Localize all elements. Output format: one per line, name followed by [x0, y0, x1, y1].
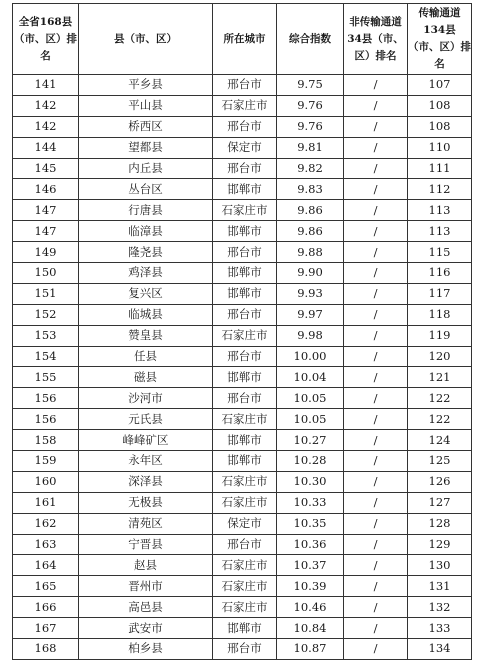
- cell-rank-transport: 131: [408, 576, 472, 597]
- cell-rank-transport: 120: [408, 346, 472, 367]
- cell-rank-168: 161: [13, 492, 79, 513]
- cell-rank-non-transport: /: [344, 597, 408, 618]
- cell-composite-index: 10.28: [277, 451, 344, 472]
- table-row: [13, 200, 472, 221]
- cell-county: 临城县: [79, 304, 213, 325]
- cell-county: 高邑县: [79, 597, 213, 618]
- cell-rank-168: 162: [13, 513, 79, 534]
- cell-composite-index: 10.84: [277, 618, 344, 639]
- table-row: [13, 179, 472, 200]
- cell-composite-index: 10.33: [277, 492, 344, 513]
- cell-rank-non-transport: /: [344, 492, 408, 513]
- header-city: 所在城市: [213, 4, 277, 75]
- table-row: [13, 534, 472, 555]
- cell-rank-168: 166: [13, 597, 79, 618]
- cell-county: 赵县: [79, 555, 213, 576]
- cell-rank-transport: 108: [408, 116, 472, 137]
- cell-rank-transport: 112: [408, 179, 472, 200]
- cell-rank-non-transport: /: [344, 200, 408, 221]
- cell-rank-non-transport: /: [344, 75, 408, 96]
- cell-city: 邯郸市: [213, 263, 277, 284]
- cell-rank-168: 155: [13, 367, 79, 388]
- cell-rank-transport: 121: [408, 367, 472, 388]
- cell-county: 复兴区: [79, 283, 213, 304]
- cell-composite-index: 9.88: [277, 242, 344, 263]
- cell-city: 石家庄市: [213, 200, 277, 221]
- cell-rank-transport: 111: [408, 158, 472, 179]
- cell-rank-168: 142: [13, 95, 79, 116]
- cell-composite-index: 9.83: [277, 179, 344, 200]
- cell-rank-transport: 127: [408, 492, 472, 513]
- cell-rank-transport: 113: [408, 200, 472, 221]
- cell-rank-non-transport: /: [344, 513, 408, 534]
- cell-county: 隆尧县: [79, 242, 213, 263]
- cell-city: 石家庄市: [213, 555, 277, 576]
- cell-city: 邯郸市: [213, 451, 277, 472]
- cell-composite-index: 9.98: [277, 325, 344, 346]
- table-row: [13, 221, 472, 242]
- header-rank-transport: 传输通道134县（市、区）排名: [408, 4, 472, 75]
- cell-composite-index: 10.05: [277, 409, 344, 430]
- cell-county: 鸡泽县: [79, 263, 213, 284]
- cell-rank-non-transport: /: [344, 555, 408, 576]
- table-row: [13, 263, 472, 284]
- cell-city: 邢台市: [213, 158, 277, 179]
- cell-rank-non-transport: /: [344, 283, 408, 304]
- cell-city: 保定市: [213, 137, 277, 158]
- cell-rank-168: 150: [13, 263, 79, 284]
- cell-rank-non-transport: /: [344, 409, 408, 430]
- table-row: [13, 576, 472, 597]
- cell-composite-index: 10.46: [277, 597, 344, 618]
- cell-rank-transport: 128: [408, 513, 472, 534]
- cell-rank-transport: 133: [408, 618, 472, 639]
- cell-rank-non-transport: /: [344, 388, 408, 409]
- table-row: [13, 597, 472, 618]
- cell-rank-168: 147: [13, 221, 79, 242]
- cell-rank-168: 156: [13, 409, 79, 430]
- cell-composite-index: 9.97: [277, 304, 344, 325]
- cell-city: 邢台市: [213, 388, 277, 409]
- cell-composite-index: 10.04: [277, 367, 344, 388]
- cell-city: 邢台市: [213, 116, 277, 137]
- cell-rank-168: 146: [13, 179, 79, 200]
- cell-rank-transport: 134: [408, 639, 472, 660]
- cell-county: 柏乡县: [79, 639, 213, 660]
- table-row: [13, 95, 472, 116]
- table-row: [13, 242, 472, 263]
- cell-city: 邯郸市: [213, 221, 277, 242]
- cell-rank-non-transport: /: [344, 471, 408, 492]
- cell-rank-non-transport: /: [344, 179, 408, 200]
- cell-county: 桥西区: [79, 116, 213, 137]
- cell-rank-transport: 130: [408, 555, 472, 576]
- table-row: [13, 555, 472, 576]
- cell-city: 邢台市: [213, 75, 277, 96]
- table-row: [13, 137, 472, 158]
- header-row: [13, 4, 472, 75]
- cell-rank-transport: 119: [408, 325, 472, 346]
- header-composite-index: 综合指数: [277, 4, 344, 75]
- cell-county: 丛台区: [79, 179, 213, 200]
- cell-composite-index: 9.76: [277, 95, 344, 116]
- cell-city: 石家庄市: [213, 597, 277, 618]
- table-row: [13, 388, 472, 409]
- cell-rank-168: 141: [13, 75, 79, 96]
- cell-rank-non-transport: /: [344, 325, 408, 346]
- cell-rank-transport: 122: [408, 409, 472, 430]
- cell-composite-index: 9.86: [277, 221, 344, 242]
- cell-city: 邯郸市: [213, 618, 277, 639]
- table-row: [13, 116, 472, 137]
- cell-city: 邯郸市: [213, 283, 277, 304]
- cell-rank-168: 153: [13, 325, 79, 346]
- cell-composite-index: 10.35: [277, 513, 344, 534]
- cell-city: 保定市: [213, 513, 277, 534]
- cell-rank-transport: 116: [408, 263, 472, 284]
- cell-city: 邢台市: [213, 346, 277, 367]
- table-row: [13, 451, 472, 472]
- table-row: [13, 471, 472, 492]
- cell-rank-168: 160: [13, 471, 79, 492]
- cell-city: 石家庄市: [213, 409, 277, 430]
- cell-composite-index: 10.05: [277, 388, 344, 409]
- cell-rank-168: 163: [13, 534, 79, 555]
- cell-rank-168: 159: [13, 451, 79, 472]
- cell-rank-non-transport: /: [344, 137, 408, 158]
- cell-rank-non-transport: /: [344, 95, 408, 116]
- cell-county: 平山县: [79, 95, 213, 116]
- cell-rank-168: 142: [13, 116, 79, 137]
- cell-rank-168: 165: [13, 576, 79, 597]
- cell-city: 石家庄市: [213, 576, 277, 597]
- cell-city: 石家庄市: [213, 471, 277, 492]
- cell-city: 石家庄市: [213, 95, 277, 116]
- table-row: [13, 283, 472, 304]
- cell-composite-index: 10.30: [277, 471, 344, 492]
- cell-rank-non-transport: /: [344, 367, 408, 388]
- cell-county: 赞皇县: [79, 325, 213, 346]
- cell-rank-transport: 108: [408, 95, 472, 116]
- cell-rank-non-transport: /: [344, 242, 408, 263]
- table-row: [13, 158, 472, 179]
- cell-rank-non-transport: /: [344, 346, 408, 367]
- cell-rank-168: 168: [13, 639, 79, 660]
- cell-rank-168: 151: [13, 283, 79, 304]
- cell-rank-168: 156: [13, 388, 79, 409]
- cell-rank-non-transport: /: [344, 576, 408, 597]
- table-row: [13, 325, 472, 346]
- cell-rank-168: 154: [13, 346, 79, 367]
- ranking-table: [12, 3, 472, 660]
- cell-county: 望都县: [79, 137, 213, 158]
- cell-county: 晋州市: [79, 576, 213, 597]
- cell-county: 内丘县: [79, 158, 213, 179]
- table-row: [13, 75, 472, 96]
- cell-composite-index: 10.39: [277, 576, 344, 597]
- table-row: [13, 346, 472, 367]
- cell-county: 行唐县: [79, 200, 213, 221]
- cell-city: 邢台市: [213, 304, 277, 325]
- cell-rank-168: 152: [13, 304, 79, 325]
- cell-city: 石家庄市: [213, 325, 277, 346]
- cell-county: 任县: [79, 346, 213, 367]
- cell-composite-index: 9.81: [277, 137, 344, 158]
- cell-county: 永年区: [79, 451, 213, 472]
- cell-rank-non-transport: /: [344, 534, 408, 555]
- cell-composite-index: 9.82: [277, 158, 344, 179]
- cell-rank-transport: 124: [408, 430, 472, 451]
- table-row: [13, 409, 472, 430]
- cell-rank-168: 144: [13, 137, 79, 158]
- cell-rank-non-transport: /: [344, 263, 408, 284]
- header-rank-non-transport: 非传输通道34县（市、区）排名: [344, 4, 408, 75]
- cell-county: 宁晋县: [79, 534, 213, 555]
- cell-county: 峰峰矿区: [79, 430, 213, 451]
- table-row: [13, 639, 472, 660]
- cell-county: 清苑区: [79, 513, 213, 534]
- cell-composite-index: 9.75: [277, 75, 344, 96]
- cell-rank-transport: 115: [408, 242, 472, 263]
- cell-composite-index: 9.90: [277, 263, 344, 284]
- table-row: [13, 304, 472, 325]
- cell-county: 临漳县: [79, 221, 213, 242]
- cell-rank-168: 149: [13, 242, 79, 263]
- cell-city: 邯郸市: [213, 430, 277, 451]
- cell-city: 邯郸市: [213, 367, 277, 388]
- cell-city: 邢台市: [213, 242, 277, 263]
- cell-rank-168: 147: [13, 200, 79, 221]
- cell-composite-index: 10.00: [277, 346, 344, 367]
- cell-rank-non-transport: /: [344, 451, 408, 472]
- table-row: [13, 492, 472, 513]
- cell-rank-non-transport: /: [344, 430, 408, 451]
- cell-rank-transport: 122: [408, 388, 472, 409]
- cell-rank-transport: 132: [408, 597, 472, 618]
- cell-composite-index: 9.76: [277, 116, 344, 137]
- cell-rank-transport: 129: [408, 534, 472, 555]
- table-row: [13, 513, 472, 534]
- cell-county: 磁县: [79, 367, 213, 388]
- cell-county: 元氏县: [79, 409, 213, 430]
- table-row: [13, 430, 472, 451]
- cell-rank-transport: 110: [408, 137, 472, 158]
- cell-rank-non-transport: /: [344, 158, 408, 179]
- cell-rank-transport: 117: [408, 283, 472, 304]
- cell-composite-index: 10.27: [277, 430, 344, 451]
- cell-composite-index: 10.37: [277, 555, 344, 576]
- cell-rank-non-transport: /: [344, 618, 408, 639]
- cell-county: 深泽县: [79, 471, 213, 492]
- cell-rank-168: 158: [13, 430, 79, 451]
- header-county: 县（市、区）: [79, 4, 213, 75]
- ranking-table-container: [12, 3, 471, 660]
- cell-rank-168: 167: [13, 618, 79, 639]
- cell-city: 邢台市: [213, 534, 277, 555]
- cell-city: 邯郸市: [213, 179, 277, 200]
- cell-county: 武安市: [79, 618, 213, 639]
- cell-rank-transport: 113: [408, 221, 472, 242]
- cell-rank-transport: 118: [408, 304, 472, 325]
- cell-rank-non-transport: /: [344, 116, 408, 137]
- cell-composite-index: 10.36: [277, 534, 344, 555]
- cell-county: 无极县: [79, 492, 213, 513]
- cell-rank-168: 164: [13, 555, 79, 576]
- cell-rank-non-transport: /: [344, 221, 408, 242]
- cell-rank-non-transport: /: [344, 304, 408, 325]
- cell-county: 平乡县: [79, 75, 213, 96]
- cell-composite-index: 9.86: [277, 200, 344, 221]
- table-body: [13, 75, 472, 660]
- cell-rank-transport: 107: [408, 75, 472, 96]
- table-row: [13, 618, 472, 639]
- header-rank-168: 全省168县（市、区）排名: [13, 4, 79, 75]
- cell-city: 邢台市: [213, 639, 277, 660]
- cell-rank-transport: 126: [408, 471, 472, 492]
- cell-composite-index: 9.93: [277, 283, 344, 304]
- cell-composite-index: 10.87: [277, 639, 344, 660]
- table-header: [13, 4, 472, 75]
- cell-city: 石家庄市: [213, 492, 277, 513]
- table-row: [13, 367, 472, 388]
- cell-rank-non-transport: /: [344, 639, 408, 660]
- cell-rank-168: 145: [13, 158, 79, 179]
- cell-county: 沙河市: [79, 388, 213, 409]
- cell-rank-transport: 125: [408, 451, 472, 472]
